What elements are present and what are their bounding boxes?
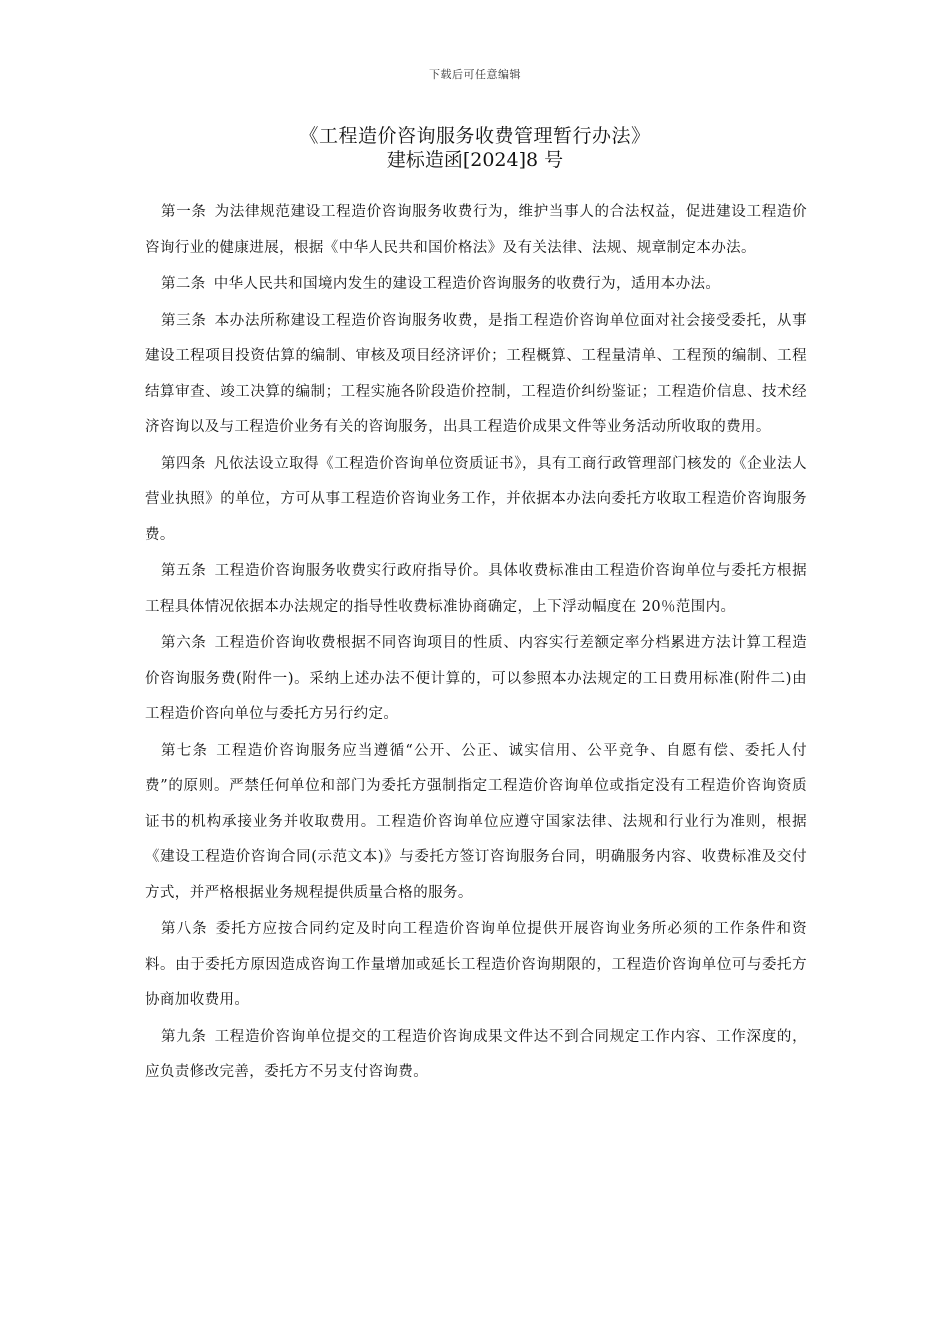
article-6 bbox=[145, 626, 807, 733]
article-heading: 第一条 bbox=[161, 204, 207, 220]
article-heading: 第九条 bbox=[161, 1028, 207, 1045]
article-2 bbox=[145, 267, 807, 303]
article-heading: 第二条 bbox=[161, 276, 206, 292]
article-4 bbox=[145, 447, 807, 554]
article-heading: 第七条 bbox=[161, 742, 209, 759]
article-9 bbox=[145, 1020, 807, 1091]
article-heading: 第四条 bbox=[161, 455, 207, 472]
document-subtitle: 建标造函[2024]8 号 bbox=[386, 149, 564, 171]
article-text: 凡依法设立取得《工程造价咨询单位资质证书》，具有工商行政管理部门核发的《企业法人营业执照》的单位，方可从事工程造价咨询业务工作，并依据本办法向委托方收取工程造价咨询服务费。 bbox=[145, 455, 807, 543]
article-heading: 第三条 bbox=[161, 312, 207, 329]
document-title: 《工程造价咨询服务收费管理暂行办法》 bbox=[299, 125, 651, 147]
article-heading: 第五条 bbox=[161, 563, 207, 579]
article-heading: 第六条 bbox=[161, 635, 207, 651]
article-7 bbox=[145, 734, 807, 912]
article-heading: 第八条 bbox=[161, 921, 208, 937]
article-text: 工程造价咨询服务应当遵循“公开、公正、诚实信用、公平竞争、自愿有偿、委托人付费”的原则。严禁任何单位和部门为委托方强制指定工程造价咨询单位或指定没有工程造价咨询资质证书的机构承接业务并收取费用。工程造价咨询单位应遵守国家法律、法规和行业行为准则，根据《建设工程造价咨询合同(示范文本)》与委托方签订咨询服务台同，明确服务内容、收费标准及交付方式，并严格根据业务规程提供质量合格的服务。 bbox=[145, 742, 807, 901]
header-note: 下载后可任意编辑 bbox=[429, 68, 521, 81]
title-block bbox=[0, 124, 950, 172]
article-8 bbox=[145, 912, 807, 1019]
article-5 bbox=[145, 554, 807, 625]
article-3 bbox=[145, 304, 807, 446]
article-1 bbox=[145, 195, 807, 266]
article-text: 委托方应按合同约定及时向工程造价咨询单位提供开展咨询业务所必须的工作条件和资料。由于委托方原因造成咨询工作量增加或延长工程造价咨询期限的，工程造价咨询单位可与委托方协商加收费用。 bbox=[145, 921, 807, 1008]
article-text: 中华人民共和国境内发生的建设工程造价咨询服务的收费行为，适用本办法。 bbox=[213, 276, 721, 292]
article-text: 工程造价咨询单位提交的工程造价咨询成果文件达不到合同规定工作内容、工作深度的，应负责修改完善，委托方不另支付咨询费。 bbox=[145, 1028, 807, 1080]
article-text: 本办法所称建设工程造价咨询服务收费，是指工程造价咨询单位面对社会接受委托，从事建设工程项目投资估算的编制、审核及项目经济评价；工程概算、工程量清单、工程预的编制、工程结算审查、竣工决算的编制；工程实施各阶段造价控制，工程造价纠纷鉴证；工程造价信息、技术经济咨询以及与工程造价业务有关的咨询服务，出具工程造价成果文件等业务活动所收取的费用。 bbox=[145, 312, 807, 435]
article-text: 工程造价咨询服务收费实行政府指导价。具体收费标准由工程造价咨询单位与委托方根据工程具体情况依据本办法规定的指导性收费标准协商确定，上下浮动幅度在 20％范围内。 bbox=[145, 563, 807, 615]
document-body bbox=[145, 195, 807, 1092]
article-text: 为法律规范建设工程造价咨询服务收费行为，维护当事人的合法权益，促进建设工程造价咨询行业的健康进展，根据《中华人民共和国价格法》及有关法律、法规、规章制定本办法。 bbox=[145, 204, 807, 256]
article-text: 工程造价咨询收费根据不同咨询项目的性质、内容实行差额定率分档累进方法计算工程造价咨询服务费(附件一)。采纳上述办法不便计算的，可以参照本办法规定的工日费用标准(附件二)由工程造价咨向单位与委托方另行约定。 bbox=[145, 635, 807, 722]
